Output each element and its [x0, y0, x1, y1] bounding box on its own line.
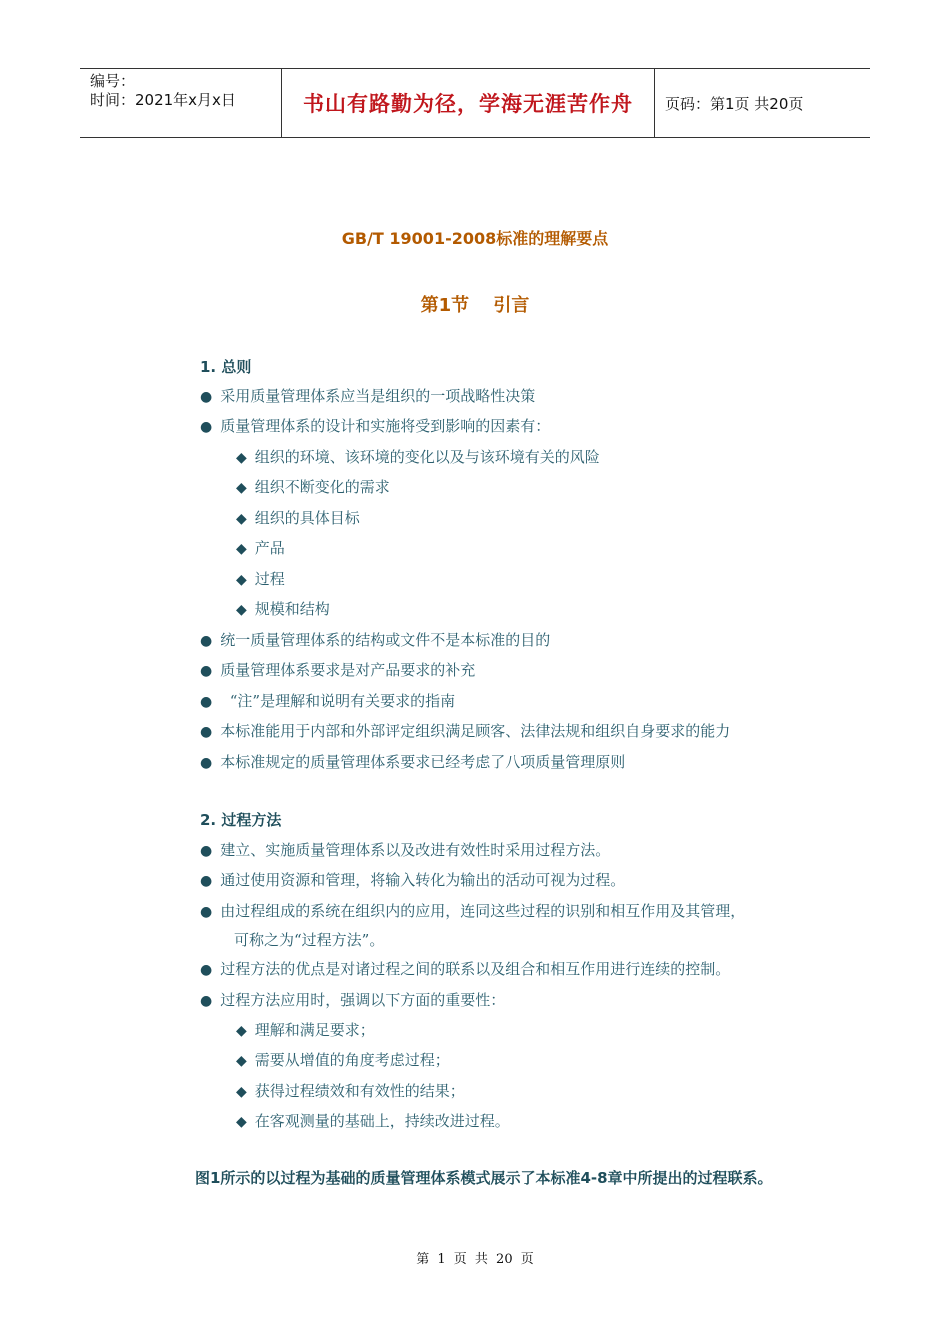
list-item: ● “注”是理解和说明有关要求的指南 [200, 692, 456, 710]
bullet-icon: ● [200, 962, 213, 978]
sub-list-item: ◆ 组织不断变化的需求 [236, 478, 390, 496]
sub-list-item: ◆ 产品 [236, 539, 285, 557]
bullet-icon: ● [200, 724, 213, 740]
header-table [80, 68, 870, 138]
list-item: ● 通过使用资源和管理，将输入转化为输出的活动可视为过程。 [200, 871, 626, 889]
body-paragraph: 图1所示的以过程为基础的质量管理体系模式展示了本标准4-8章中所提出的过程联系。 [195, 1169, 773, 1187]
bullet-icon: ● [200, 993, 213, 1009]
time-label: 时间：2021年x月x日 [90, 91, 236, 109]
list-item: ● 质量管理体系要求是对产品要求的补充 [200, 661, 476, 679]
diamond-icon: ◆ [236, 1084, 247, 1100]
bullet-icon: ● [200, 389, 213, 405]
sub-list-item: ◆ 理解和满足要求； [236, 1021, 375, 1039]
header-left-cell [80, 69, 282, 137]
bullet-icon: ● [200, 419, 213, 435]
list-item: ● 过程方法的优点是对诸过程之间的联系以及组合和相互作用进行连续的控制。 [200, 960, 731, 978]
diamond-icon: ◆ [236, 450, 247, 466]
list-item: ● 采用质量管理体系应当是组织的一项战略性决策 [200, 387, 536, 405]
diamond-icon: ◆ [236, 602, 247, 618]
document-title: GB/T 19001-2008标准的理解要点 [341, 229, 609, 248]
diamond-icon: ◆ [236, 1053, 247, 1069]
number-label: 编号： [90, 72, 136, 90]
list-item: ● 过程方法应用时，强调以下方面的重要性： [200, 991, 506, 1009]
section-1-heading: 1. 总则 [200, 358, 252, 376]
sub-list-item: ◆ 规模和结构 [236, 600, 330, 618]
bullet-icon: ● [200, 843, 213, 859]
section-2-heading: 2. 过程方法 [200, 811, 282, 829]
diamond-icon: ◆ [236, 572, 247, 588]
sub-list-item: ◆ 组织的具体目标 [236, 509, 360, 527]
diamond-icon: ◆ [236, 541, 247, 557]
bullet-icon: ● [200, 663, 213, 679]
list-item: ● 建立、实施质量管理体系以及改进有效性时采用过程方法。 [200, 841, 611, 859]
diamond-icon: ◆ [236, 1023, 247, 1039]
list-item: ● 质量管理体系的设计和实施将受到影响的因素有： [200, 417, 551, 435]
sub-list-item: ◆ 在客观测量的基础上，持续改进过程。 [236, 1112, 510, 1130]
page-footer: 第 1 页 共 20 页 [416, 1252, 534, 1267]
list-item: ● 统一质量管理体系的结构或文件不是本标准的目的 [200, 631, 551, 649]
bullet-icon: ● [200, 755, 213, 771]
header-page-info: 页码：第1页 共20页 [665, 94, 804, 113]
list-item: ● 由过程组成的系统在组织内的应用，连同这些过程的识别和相互作用及其管理， [200, 902, 746, 920]
sub-list-item: ◆ 获得过程绩效和有效性的结果； [236, 1082, 465, 1100]
bullet-icon: ● [200, 633, 213, 649]
sub-list-item: ◆ 过程 [236, 570, 285, 588]
bullet-icon: ● [200, 904, 213, 920]
bullet-icon: ● [200, 873, 213, 889]
bullet-icon: ● [200, 694, 213, 710]
list-item-continuation: 可称之为“过程方法”。 [234, 931, 385, 949]
list-item: ● 本标准规定的质量管理体系要求已经考虑了八项质量管理原则 [200, 753, 626, 771]
sub-list-item: ◆ 组织的环境、该环境的变化以及与该环境有关的风险 [236, 448, 600, 466]
list-item: ● 本标准能用于内部和外部评定组织满足顾客、法律法规和组织自身要求的能力 [200, 722, 731, 740]
header-motto: 书山有路勤为径，学海无涯苦作舟 [282, 69, 655, 137]
section-title: 第1节 引言 [420, 295, 530, 316]
sub-list-item: ◆ 需要从增值的角度考虑过程； [236, 1051, 450, 1069]
diamond-icon: ◆ [236, 480, 247, 496]
diamond-icon: ◆ [236, 511, 247, 527]
diamond-icon: ◆ [236, 1114, 247, 1130]
